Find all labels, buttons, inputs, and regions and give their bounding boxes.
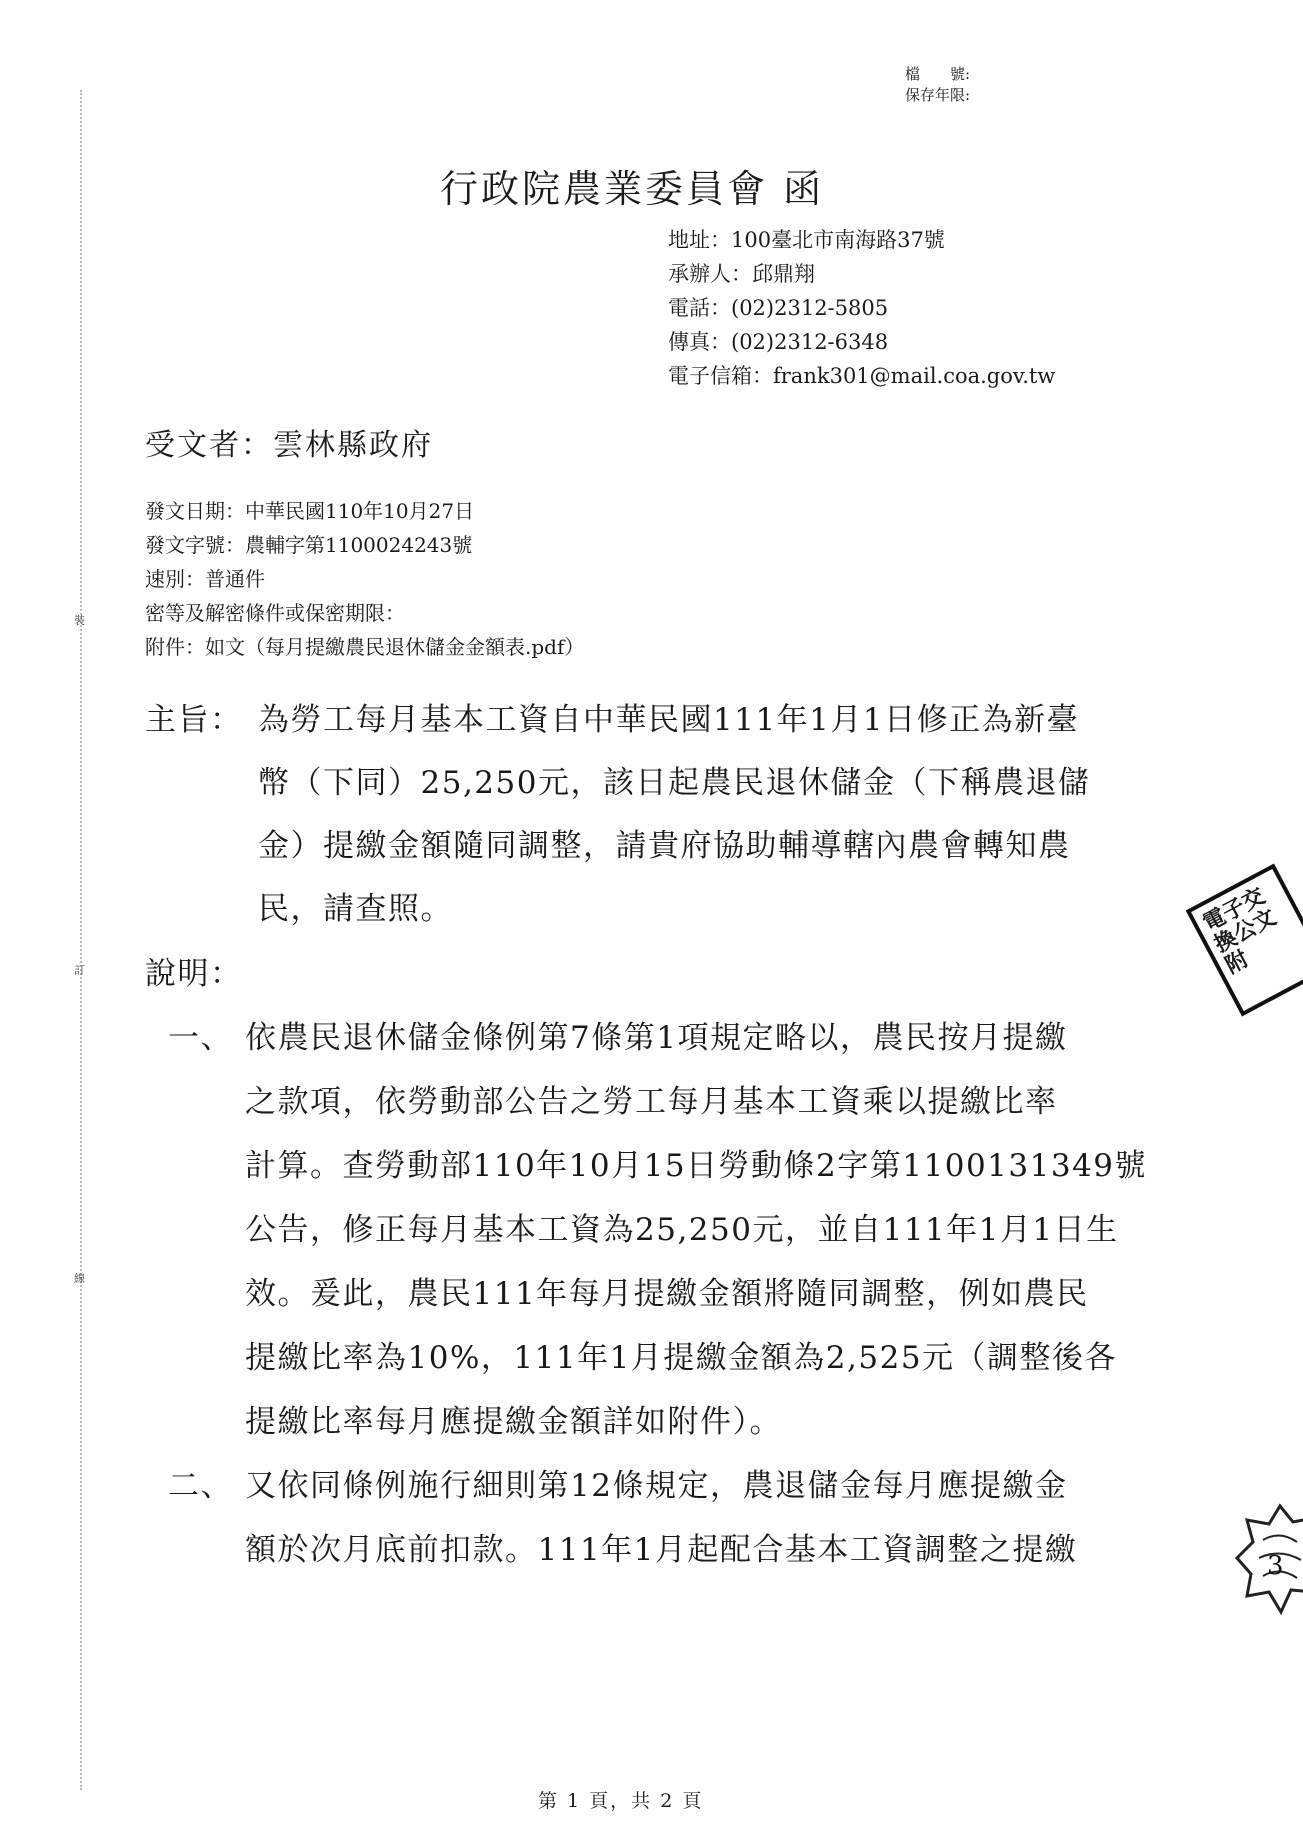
retention-period-label: 保存年限: <box>905 86 971 104</box>
explanation-line: 之款項，依勞動部公告之勞工每月基本工資乘以提繳比率 <box>245 1084 1058 1120</box>
dispatch-speed: 速別：普通件 <box>145 567 265 591</box>
subject-line: 民，請查照。 <box>258 891 453 927</box>
explanation-line: 提繳比率每月應提繳金額詳如附件）。 <box>245 1404 782 1440</box>
contact-officer: 承辦人：邱鼎翔 <box>668 262 815 286</box>
page-stamp-number: 3 <box>1267 1551 1284 1581</box>
archive-number-label: 檔 號: <box>905 65 971 83</box>
subject-line: 金）提繳金額隨同調整，請貴府協助輔導轄內農會轉知農 <box>258 828 1071 864</box>
contact-block <box>668 223 1055 393</box>
dispatch-meta <box>145 494 584 664</box>
contact-phone: 電話：(02)2312-5805 <box>668 296 889 320</box>
page-footer: 第 1 頁，共 2 頁 <box>538 1790 704 1812</box>
explanation-line: 依農民退休儲金條例第7條第1項規定略以，農民按月提繳 <box>245 1020 1068 1056</box>
page-stamp <box>1235 1500 1303 1620</box>
explanation-line: 效。爰此，農民111年每月提繳金額將隨同調整，例如農民 <box>245 1276 1089 1312</box>
recipient: 受文者：雲林縣政府 <box>145 428 433 463</box>
explanation-item-prefix: 二、 <box>168 1468 233 1504</box>
explanation-label: 說明： <box>145 956 243 992</box>
explanation-line: 額於次月底前扣款。111年1月起配合基本工資調整之提繳 <box>245 1532 1078 1568</box>
binding-mark-zhuang: 裝 <box>74 614 85 627</box>
contact-fax: 傳真：(02)2312-6348 <box>668 330 889 354</box>
attachment-line: 附件：如文（每月提繳農民退休儲金金額表.pdf） <box>145 635 585 659</box>
subject-line: 幣（下同）25,250元，該日起農民退休儲金（下稱農退儲 <box>258 765 1091 801</box>
subject-line: 為勞工每月基本工資自中華民國111年1月1日修正為新臺 <box>258 702 1080 738</box>
explanation-line: 公告，修正每月基本工資為25,250元，並自111年1月1日生 <box>245 1212 1119 1248</box>
explanation-line: 提繳比率為10%，111年1月提繳金額為2,525元（調整後各 <box>245 1340 1118 1376</box>
explanation-line: 計算。查勞動部110年10月15日勞動條2字第1100131349號 <box>245 1148 1148 1184</box>
binding-dotted-line <box>80 90 82 1790</box>
contact-address: 地址：100臺北市南海路37號 <box>668 228 945 252</box>
archive-fields <box>905 64 970 106</box>
binding-mark-ding: 訂 <box>74 964 85 977</box>
explanation-line: 又依同條例施行細則第12條規定，農退儲金每月應提繳金 <box>245 1468 1068 1504</box>
secrecy-level: 密等及解密條件或保密期限： <box>145 601 405 625</box>
explanation-item-prefix: 一、 <box>168 1020 233 1056</box>
contact-email: 電子信箱：frank301@mail.coa.gov.tw <box>668 364 1056 388</box>
dispatch-date: 發文日期：中華民國110年10月27日 <box>145 499 475 523</box>
binding-mark-xian: 線 <box>74 1272 85 1285</box>
subject-label: 主旨： <box>145 702 243 738</box>
electronic-exchange-seal: 電子交換公文附 <box>1186 864 1303 1017</box>
document-title: 行政院農業委員會 函 <box>440 167 825 211</box>
dispatch-number: 發文字號：農輔字第1100024243號 <box>145 533 473 557</box>
page-stamp-graphic <box>1235 1500 1303 1620</box>
